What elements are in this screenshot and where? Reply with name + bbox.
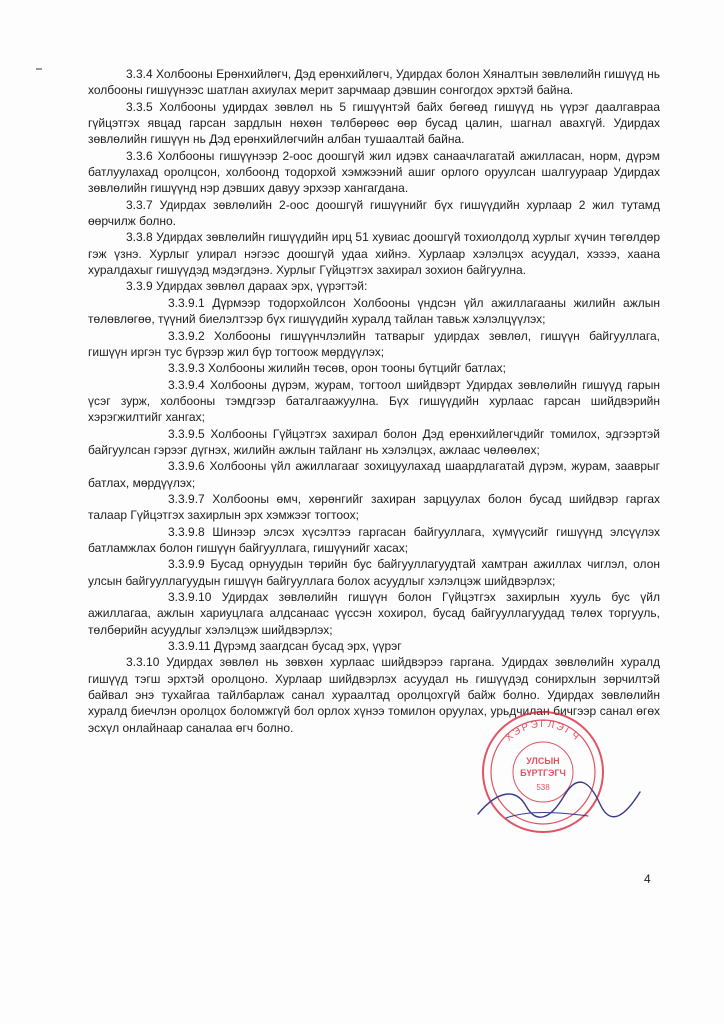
paragraph-3-3-9-8: 3.3.9.8 Шинээр элсэх хүсэлтээ гаргасан байгууллага, хүмүүсийг гишүүнд элсүүлэх батламжлах болон гишүүн байгууллага, гишүүнийг хасах; (88, 524, 660, 555)
paragraph-3-3-5: 3.3.5 Холбооны удирдах зөвлөл нь 5 гишүүнтэй байх бөгөөд гишүүд нь үүрэг даалгавраа гүйцэтгэх явцад гарсан зардлын нөхөн төлбөрөөс өөр бусад цалин, шагнал авахгүй. Удирдах зөвлөлийн гишүүн нь Дэд ерөнхийлөгчийн албан тушаалтай байна. (88, 99, 660, 147)
document-body (88, 66, 660, 736)
handwritten-signature (468, 770, 648, 830)
paragraph-3-3-9-4: 3.3.9.4 Холбооны дүрэм, журам, тогтоол шийдвэрт Удирдах зөвлөлийн гишүүд гарын үсэг зурж, холбооны тэмдгээр баталгаажуулна. Бүх гишүүдийн хурлаас гарсан шийдвэрийн хэрэгжилтийг хангах; (88, 377, 660, 425)
stamp-center-line-3: 538 (536, 783, 550, 792)
paragraph-3-3-9-1: 3.3.9.1 Дүрмээр тодорхойлсон Холбооны үндсэн үйл ажиллагааны жилийн ажлын төлөвлөгөө, түүний биелэлтээр бүх гишүүдийн хуралд тайлан тавьж хэлэлцүүлэх; (88, 295, 660, 327)
paragraph-3-3-9-10: 3.3.9.10 Удирдах зөвлөлийн гишүүн болон Гүйцэтгэх захирлын хууль бус үйл ажиллагаа, ажлын хариуцлага алдсанаас үүссэн хохирол, бусад байгууллагуудад төлөх торгууль, төлбөрийн асуудлыг хэлэлцэж шийдвэрлэх; (88, 590, 660, 637)
paragraph-3-3-8: 3.3.8 Удирдах зөвлөлийн гишүүдийн ирц 51 хувиас доошгүй тохиолдолд хурлыг хүчин төгөлдөр гэж үзнэ. Хурлыг улирал нэгээс доошгүй удаа хийнэ. Хурлаар хэлэлцэх асуудал, хэзээ, хаана хуралдахыг гишүүдэд мэдэгдэнэ. Хурлыг Гүйцэтгэх захирал зохион байгуулна. (88, 230, 660, 278)
paragraph-3-3-9-3: 3.3.9.3 Холбооны жилийн төсөв, орон тооны бүтцийг батлах; (168, 361, 506, 376)
paragraph-3-3-6: 3.3.6 Холбооны гишүүнээр 2-оос доошгүй жил идэвх санаачлагатай ажилласан, норм, дүрэм батлуулахад оролцсон, холбоонд тодорхой хэмжээний ашиг орлого оруулсан шалгуураар Удирдах зөвлөлийн гишүүнд нэр дэвших давуу эрхээр хангагдана. (88, 148, 660, 196)
scan-speck (36, 68, 42, 70)
paragraph-3-3-9-6: 3.3.9.6 Холбооны үйл ажиллагааг зохицуулахад шаардлагатай дүрэм, журам, зааврыг батлах, мөрдүүлэх; (88, 459, 660, 490)
stamp-center-line-2: БҮРТГЭГЧ (520, 768, 566, 778)
paragraph-3-3-9-5: 3.3.9.5 Холбооны Гүйцэтгэх захирал болон Дэд ерөнхийлөгчдийг томилох, эдгээртэй байгуулсан гэрээг дүгнэх, жилийн ажлын тайланг нь хэлэлцэх, ажлаас чөлөөлөх; (88, 426, 660, 457)
signature-icon (468, 770, 648, 830)
paragraph-3-3-9-2: 3.3.9.2 Холбооны гишүүнчлэлийн татварыг удирдах зөвлөл, гишүүн байгууллага, гишүүн иргэн тус бүрээр жил бүр тогтоож мөрдүүлэх; (88, 328, 660, 359)
paragraph-3-3-9-11: 3.3.9.11 Дүрэмд заагдсан бусад эрх, үүрэг (168, 639, 402, 654)
stamp-center-line-1: УЛСЫН (526, 756, 560, 766)
paragraph-3-3-7: 3.3.7 Удирдах зөвлөлийн 2-оос доошгүй гишүүнийг бүх гишүүдийн хурлаар 2 жил тутамд өөрчилж болно. (88, 197, 660, 229)
page-number: 4 (644, 872, 651, 886)
paragraph-3-3-10: 3.3.10 Удирдах зөвлөл нь зөвхөн хурлаас шийдвэрээ гаргана. Удирдах зөвлөлийн хуралд гишүүд тэгш эрхтэй оролцоно. Хурлаар шийдвэрлэх асуудал нь гишүүдэд сонирхлын зөрчилтэй байвал энэ тухайгаа тайлбарлаж санал хураалтад оролцохгүй байж болно. Удирдах зөвлөлийн хуралд биечлэн оролцох боломжгүй бол орлох хүнээ томилон оруулах, урьдчилан бичгээр санал өгөх эсхүл онлайнаар саналаа өгч болно. (88, 655, 660, 735)
paragraph-3-3-9-7: 3.3.9.7 Холбооны өмч, хөрөнгийг захиран зарцуулах болон бусад шийдвэр гаргах талаар Гүйцэтгэх захирлын эрх хэмжээг тогтоох; (88, 491, 660, 523)
paragraph-3-3-9: 3.3.9 Удирдах зөвлөл дараах эрх, үүрэгтэй: (126, 279, 368, 294)
stamp-top-text: ХЭРЭГЛЭГЧ (503, 718, 583, 744)
paragraph-3-3-9-9: 3.3.9.9 Бусад орнуудын төрийн бус байгууллагуудтай хамтран ажиллах чиглэл, олон улсын байгууллагуудын гишүүн байгууллага болох асуудлыг хэлэлцэж шийдвэрлэх; (88, 557, 660, 588)
paragraph-3-3-4: 3.3.4 Холбооны Ерөнхийлөгч, Дэд ерөнхийлөгч, Удирдах болон Хяналтын зөвлөлийн гишүүд нь холбооны гишүүнээс шатлан ахиулах мерит зарчмаар дэвшин сонгогдох эрхтэй байна. (88, 67, 660, 98)
